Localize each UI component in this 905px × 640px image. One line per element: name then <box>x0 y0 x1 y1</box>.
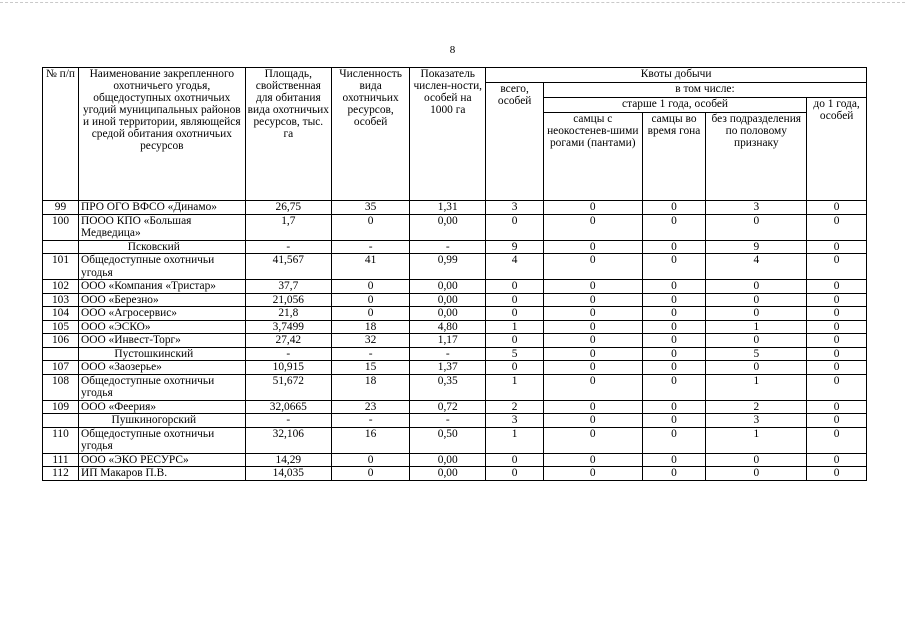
cell-no-sex: 3 <box>706 201 807 215</box>
cell-density: 1,17 <box>410 334 486 348</box>
cell-num <box>43 347 79 361</box>
cell-area: 14,035 <box>245 467 331 481</box>
cell-males-antlers: 0 <box>543 453 642 467</box>
cell-males-rut: 0 <box>642 361 706 375</box>
cell-young: 0 <box>807 467 867 481</box>
cell-area: 26,75 <box>245 201 331 215</box>
cell-no-sex: 0 <box>706 280 807 294</box>
cell-count: 23 <box>332 400 410 414</box>
cell-males-rut: 0 <box>642 414 706 428</box>
cell-area: 32,106 <box>245 427 331 453</box>
cell-males-rut: 0 <box>642 280 706 294</box>
cell-density: 0,00 <box>410 293 486 307</box>
cell-males-antlers: 0 <box>543 347 642 361</box>
cell-males-antlers: 0 <box>543 467 642 481</box>
cell-density: 0,00 <box>410 467 486 481</box>
cell-males-rut: 0 <box>642 240 706 254</box>
cell-young: 0 <box>807 334 867 348</box>
cell-males-rut: 0 <box>642 254 706 280</box>
table-row <box>43 467 867 481</box>
cell-density: 0,72 <box>410 400 486 414</box>
cell-count: 35 <box>332 201 410 215</box>
cell-total: 0 <box>486 214 544 240</box>
cell-count: 0 <box>332 453 410 467</box>
cell-no-sex: 0 <box>706 307 807 321</box>
cell-area: - <box>245 414 331 428</box>
cell-density: - <box>410 347 486 361</box>
table-row <box>43 453 867 467</box>
cell-no-sex: 1 <box>706 374 807 400</box>
cell-area: - <box>245 240 331 254</box>
cell-num: 103 <box>43 293 79 307</box>
cell-males-antlers: 0 <box>543 361 642 375</box>
cell-males-antlers: 0 <box>543 214 642 240</box>
cell-young: 0 <box>807 361 867 375</box>
cell-area: 3,7499 <box>245 320 331 334</box>
table-row <box>43 374 867 400</box>
cell-density: 0,00 <box>410 307 486 321</box>
cell-area: 21,8 <box>245 307 331 321</box>
cell-males-antlers: 0 <box>543 400 642 414</box>
cell-no-sex: 0 <box>706 293 807 307</box>
cell-total: 3 <box>486 201 544 215</box>
cell-young: 0 <box>807 307 867 321</box>
cell-young: 0 <box>807 427 867 453</box>
cell-males-rut: 0 <box>642 427 706 453</box>
cell-no-sex: 1 <box>706 427 807 453</box>
cell-males-antlers: 0 <box>543 414 642 428</box>
cell-num: 105 <box>43 320 79 334</box>
cell-area: 14,29 <box>245 453 331 467</box>
page-top-edge <box>0 2 905 3</box>
cell-num: 106 <box>43 334 79 348</box>
table-row <box>43 293 867 307</box>
cell-name: Общедоступные охотничьи угодья <box>79 254 246 280</box>
table-row <box>43 334 867 348</box>
cell-num <box>43 240 79 254</box>
cell-name: Общедоступные охотничьи угодья <box>79 374 246 400</box>
cell-males-antlers: 0 <box>543 201 642 215</box>
cell-young: 0 <box>807 240 867 254</box>
cell-total: 1 <box>486 427 544 453</box>
cell-density: 1,37 <box>410 361 486 375</box>
cell-count: 0 <box>332 293 410 307</box>
cell-young: 0 <box>807 320 867 334</box>
cell-area: 41,567 <box>245 254 331 280</box>
cell-count: 0 <box>332 214 410 240</box>
cell-num: 101 <box>43 254 79 280</box>
cell-males-rut: 0 <box>642 467 706 481</box>
cell-young: 0 <box>807 201 867 215</box>
cell-name: ООО «Березно» <box>79 293 246 307</box>
cell-num: 99 <box>43 201 79 215</box>
cell-name: Пушкиногорский <box>79 414 246 428</box>
header-density: Показатель числен-ности, особей на 1000 га <box>410 68 486 201</box>
cell-density: 0,00 <box>410 214 486 240</box>
cell-total: 0 <box>486 453 544 467</box>
cell-num: 111 <box>43 453 79 467</box>
cell-name: ООО «ЭСКО» <box>79 320 246 334</box>
cell-num: 109 <box>43 400 79 414</box>
cell-name: ИП Макаров П.В. <box>79 467 246 481</box>
cell-density: 0,99 <box>410 254 486 280</box>
cell-count: 0 <box>332 467 410 481</box>
cell-males-antlers: 0 <box>543 293 642 307</box>
cell-area: 32,0665 <box>245 400 331 414</box>
table-row <box>43 214 867 240</box>
cell-count: 15 <box>332 361 410 375</box>
cell-males-rut: 0 <box>642 307 706 321</box>
cell-area: 21,056 <box>245 293 331 307</box>
table-row <box>43 307 867 321</box>
cell-males-rut: 0 <box>642 453 706 467</box>
cell-count: 32 <box>332 334 410 348</box>
cell-males-antlers: 0 <box>543 334 642 348</box>
cell-name: Общедоступные охотничьи угодья <box>79 427 246 453</box>
district-row <box>43 240 867 254</box>
page-number: 8 <box>449 44 456 56</box>
cell-no-sex: 0 <box>706 453 807 467</box>
cell-count: 16 <box>332 427 410 453</box>
cell-young: 0 <box>807 214 867 240</box>
cell-young: 0 <box>807 293 867 307</box>
cell-num: 102 <box>43 280 79 294</box>
cell-num: 107 <box>43 361 79 375</box>
header-no-sex: без подразделения по половому признаку <box>706 113 807 201</box>
cell-name: ООО «Заозерье» <box>79 361 246 375</box>
cell-no-sex: 0 <box>706 467 807 481</box>
table-row <box>43 280 867 294</box>
cell-count: 0 <box>332 307 410 321</box>
cell-density: - <box>410 414 486 428</box>
cell-density: 0,50 <box>410 427 486 453</box>
cell-males-rut: 0 <box>642 320 706 334</box>
cell-total: 0 <box>486 361 544 375</box>
cell-count: 0 <box>332 280 410 294</box>
cell-total: 0 <box>486 280 544 294</box>
table-row <box>43 427 867 453</box>
cell-males-rut: 0 <box>642 201 706 215</box>
header-area: Площадь, свойственная для обитания вида охотничьих ресурсов, тыс. га <box>245 68 331 201</box>
cell-young: 0 <box>807 374 867 400</box>
cell-density: - <box>410 240 486 254</box>
cell-males-antlers: 0 <box>543 280 642 294</box>
cell-total: 5 <box>486 347 544 361</box>
cell-count: - <box>332 414 410 428</box>
cell-total: 1 <box>486 320 544 334</box>
cell-total: 0 <box>486 307 544 321</box>
cell-no-sex: 9 <box>706 240 807 254</box>
header-name: Наименование закрепленного охотничьего угодья, общедоступных охотничьих угодий муниципальных районов и иной территории, являющейся средой обитания охотничьих ресурсов <box>79 68 246 201</box>
cell-total: 2 <box>486 400 544 414</box>
cell-males-rut: 0 <box>642 334 706 348</box>
cell-males-antlers: 0 <box>543 307 642 321</box>
cell-total: 1 <box>486 374 544 400</box>
cell-males-antlers: 0 <box>543 254 642 280</box>
cell-young: 0 <box>807 400 867 414</box>
cell-name: ПРО ОГО ВФСО «Динамо» <box>79 201 246 215</box>
cell-density: 1,31 <box>410 201 486 215</box>
cell-total: 0 <box>486 334 544 348</box>
header-young: до 1 года, особей <box>807 98 867 201</box>
cell-area: - <box>245 347 331 361</box>
header-males-antlers: самцы с неокостенев-шими рогами (пантами) <box>543 113 642 201</box>
header-older: старше 1 года, особей <box>543 98 806 113</box>
cell-young: 0 <box>807 453 867 467</box>
district-row <box>43 347 867 361</box>
cell-density: 0,35 <box>410 374 486 400</box>
cell-total: 9 <box>486 240 544 254</box>
cell-area: 37,7 <box>245 280 331 294</box>
cell-males-antlers: 0 <box>543 320 642 334</box>
cell-total: 4 <box>486 254 544 280</box>
cell-area: 10,915 <box>245 361 331 375</box>
cell-count: - <box>332 347 410 361</box>
cell-density: 0,00 <box>410 453 486 467</box>
cell-no-sex: 4 <box>706 254 807 280</box>
cell-name: ООО «Агросервис» <box>79 307 246 321</box>
header-count: Численность вида охотничьих ресурсов, особей <box>332 68 410 201</box>
cell-no-sex: 0 <box>706 361 807 375</box>
header-quota: Квоты добычи <box>486 68 867 83</box>
quota-table <box>42 67 867 481</box>
cell-males-rut: 0 <box>642 374 706 400</box>
cell-num: 100 <box>43 214 79 240</box>
table-row <box>43 320 867 334</box>
cell-males-antlers: 0 <box>543 427 642 453</box>
header-males-rut: самцы во время гона <box>642 113 706 201</box>
cell-young: 0 <box>807 414 867 428</box>
table-row <box>43 254 867 280</box>
cell-density: 0,00 <box>410 280 486 294</box>
cell-area: 51,672 <box>245 374 331 400</box>
cell-no-sex: 3 <box>706 414 807 428</box>
cell-count: 18 <box>332 320 410 334</box>
district-row <box>43 414 867 428</box>
header-total: всего, особей <box>486 83 544 201</box>
cell-no-sex: 0 <box>706 214 807 240</box>
cell-males-rut: 0 <box>642 347 706 361</box>
cell-num: 110 <box>43 427 79 453</box>
cell-name: Пустошкинский <box>79 347 246 361</box>
header-including: в том числе: <box>543 83 866 98</box>
cell-name: ООО «ЭКО РЕСУРС» <box>79 453 246 467</box>
cell-males-rut: 0 <box>642 293 706 307</box>
cell-num: 104 <box>43 307 79 321</box>
cell-no-sex: 1 <box>706 320 807 334</box>
cell-no-sex: 2 <box>706 400 807 414</box>
cell-area: 1,7 <box>245 214 331 240</box>
cell-total: 0 <box>486 293 544 307</box>
cell-count: 18 <box>332 374 410 400</box>
cell-total: 0 <box>486 467 544 481</box>
cell-males-antlers: 0 <box>543 374 642 400</box>
cell-young: 0 <box>807 347 867 361</box>
cell-young: 0 <box>807 280 867 294</box>
cell-area: 27,42 <box>245 334 331 348</box>
cell-num: 112 <box>43 467 79 481</box>
cell-males-rut: 0 <box>642 400 706 414</box>
table-row <box>43 201 867 215</box>
cell-name: ПООО КПО «Большая Медведица» <box>79 214 246 240</box>
header-num: № п/п <box>43 68 79 201</box>
cell-total: 3 <box>486 414 544 428</box>
cell-males-rut: 0 <box>642 214 706 240</box>
cell-young: 0 <box>807 254 867 280</box>
table-row <box>43 400 867 414</box>
cell-count: - <box>332 240 410 254</box>
cell-males-antlers: 0 <box>543 240 642 254</box>
cell-no-sex: 0 <box>706 334 807 348</box>
cell-name: ООО «Инвест-Торг» <box>79 334 246 348</box>
cell-name: ООО «Компания «Тристар» <box>79 280 246 294</box>
cell-name: Псковский <box>79 240 246 254</box>
cell-name: ООО «Феерия» <box>79 400 246 414</box>
cell-count: 41 <box>332 254 410 280</box>
cell-num <box>43 414 79 428</box>
cell-num: 108 <box>43 374 79 400</box>
table-row <box>43 361 867 375</box>
cell-density: 4,80 <box>410 320 486 334</box>
cell-no-sex: 5 <box>706 347 807 361</box>
